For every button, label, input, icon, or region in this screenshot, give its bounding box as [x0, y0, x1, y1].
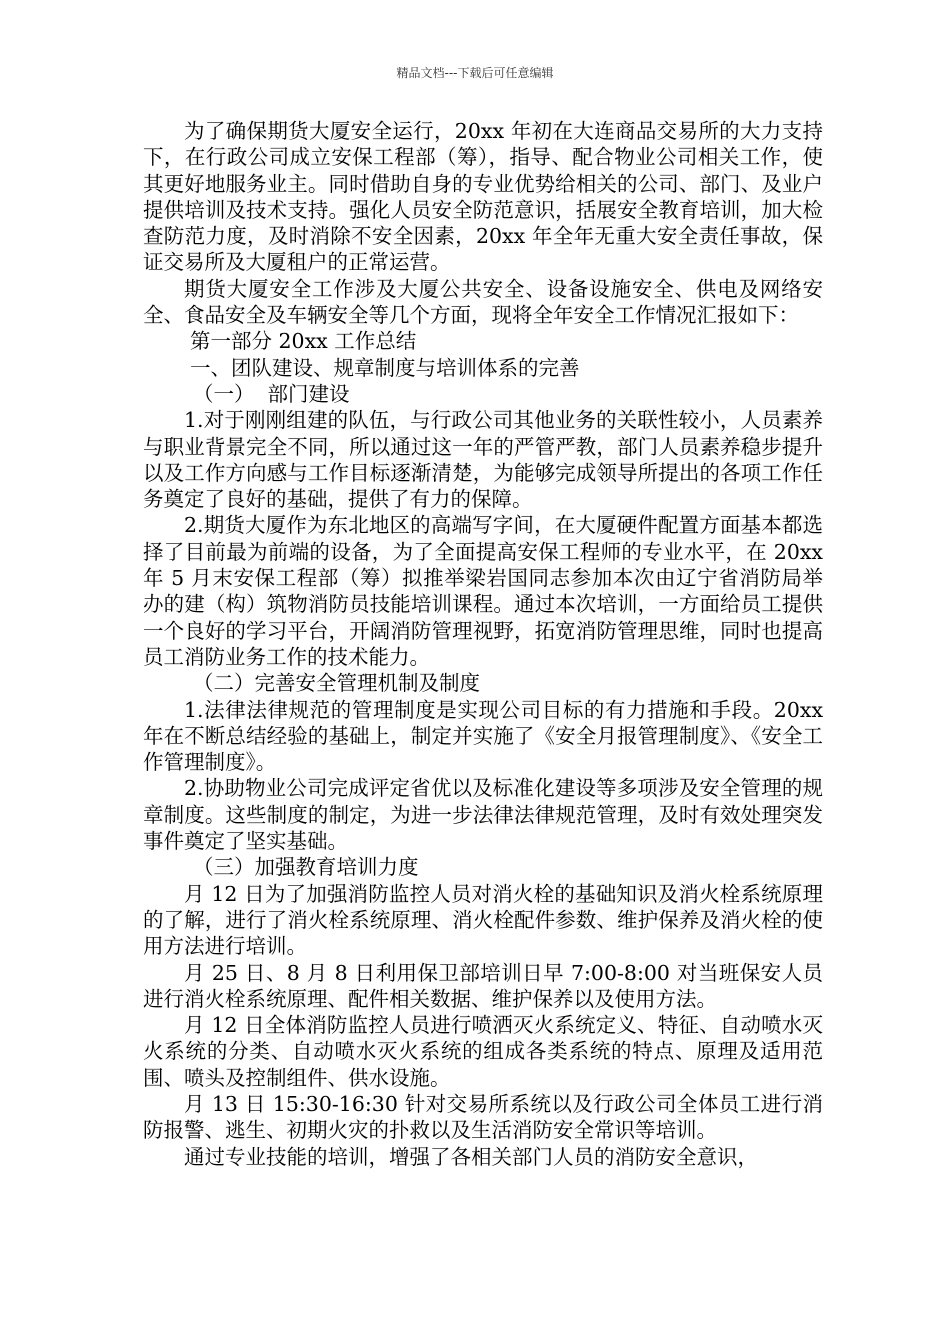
paragraph-training-4: 月 13 日 15:30-16:30 针对交易所系统以及行政公司全体员工进行消防报警、逃生、初期火灾的扑救以及生活消防安全常识等培训。: [143, 1091, 823, 1143]
paragraph-training-5: 通过专业技能的培训，增强了各相关部门人员的消防安全意识，: [184, 1144, 758, 1169]
paragraph-training-1: 月 12 日为了加强消防监控人员对消火栓的基础知识及消火栓系统原理的了解，进行了消火栓系统原理、消火栓配件参数、维护保养及消火栓的使用方法进行培训。: [143, 881, 823, 959]
paragraph-intro: 为了确保期货大厦安全运行，20xx 年初在大连商品交易所的大力支持下，在行政公司成立安保工程部（筹），指导、配合物业公司相关工作，使其更好地服务业主。同时借助自身的专业优势给相关的公司、部门、及业户提供培训及技术支持。强化人员安全防范意识，括展安全教育培训，加大检查防范力度，及时消除不安全因素，20xx 年全年无重大安全责任事故，保证交易所及大厦租户的正常运营。: [143, 119, 823, 275]
paragraph-team-2: 2.期货大厦作为东北地区的高端写字间，在大厦硬件配置方面基本都选择了目前最为前端的设备，为了全面提高安保工程师的专业水平，在 20xx 年 5 月末安保工程部（筹）拟推举梁岩国同志参加本次由辽宁省消防局举办的建（构）筑物消防员技能培训课程。通过本次培训，一方面给员工提供一个良好的学习平台，开阔消防管理视野，拓宽消防管理思维，同时也提高员工消防业务工作的技术能力。: [143, 513, 830, 669]
subsection-three-title: （三）加强教育培训力度: [193, 855, 419, 880]
paragraph-rules-1: 1.法律法律规范的管理制度是实现公司目标的有力措施和手段。20xx 年在不断总结经验的基础上，制定并实施了《安全月报管理制度》、《安全工作管理制度》。: [143, 697, 830, 775]
subsection-one-title: （一） 部门建设: [193, 381, 350, 406]
paragraph-training-3: 月 12 日全体消防监控人员进行喷洒灭火系统定义、特征、自动喷水灭火系统的分类、自动喷水灭火系统的组成各类系统的特点、原理及适用范围、喷头及控制组件、供水设施。: [143, 1013, 823, 1090]
paragraph-rules-2: 2.协助物业公司完成评定省优以及标准化建设等多项涉及安全管理的规章制度。这些制度的制定，为进一步法律法律规范管理，及时有效处理突发事件奠定了坚实基础。: [143, 776, 823, 854]
section-one-title: 一、团队建设、规章制度与培训体系的完善: [190, 355, 580, 380]
page-header-text: 精品文档---下载后可任意编辑: [396, 66, 554, 80]
paragraph-team-1: 1.对于刚刚组建的队伍，与行政公司其他业务的关联性较小，人员素养与职业背景完全不同，所以通过这一年的严管严教，部门人员素养稳步提升以及工作方向感与工作目标逐渐清楚，为能够完成领导所提出的各项工作任务奠定了良好的基础，提供了有力的保障。: [143, 408, 823, 512]
part-one-title: 第一部分 20xx 工作总结: [190, 329, 417, 354]
subsection-two-title: （二）完善安全管理机制及制度: [193, 671, 480, 696]
paragraph-scope: 期货大厦安全工作涉及大厦公共安全、设备设施安全、供电及网络安全、食品安全及车辆安全等几个方面，现将全年安全工作情况汇报如下：: [143, 276, 823, 328]
document-body: [143, 118, 830, 1170]
paragraph-training-2: 月 25 日、8 月 8 日利用保卫部培训日早 7:00-8:00 对当班保安人员进行消火栓系统原理、配件相关数据、维护保养以及使用方法。: [143, 960, 823, 1011]
